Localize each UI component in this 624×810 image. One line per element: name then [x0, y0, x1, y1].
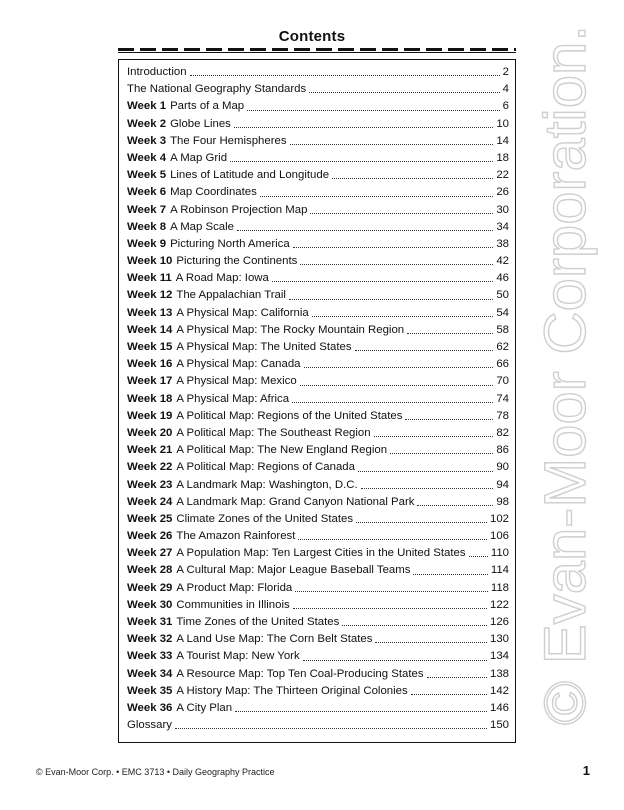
toc-page-number: 50 — [496, 289, 509, 302]
toc-page-number: 94 — [496, 478, 509, 491]
toc-page-number: 30 — [496, 203, 509, 216]
toc-entry — [127, 236, 509, 253]
toc-week-label: Week 31 — [127, 616, 173, 628]
toc-page-number: 142 — [489, 684, 509, 697]
toc-week-label: Week 8 — [127, 220, 167, 233]
toc-entry-title: The Four Hemispheres — [170, 134, 287, 147]
toc-entry-title: Communities in Illinois — [176, 598, 290, 611]
toc-entry — [127, 270, 509, 287]
toc-page-number: 34 — [496, 220, 509, 233]
toc-page-number: 110 — [490, 547, 509, 560]
toc-dot-leader — [272, 280, 493, 282]
footer-page-number: 1 — [582, 763, 590, 778]
toc-week-label: Week 24 — [127, 495, 173, 508]
toc-week-label: Week 22 — [127, 461, 173, 474]
toc-page-number: 78 — [496, 409, 509, 422]
toc-week-label: Week 32 — [127, 633, 173, 646]
toc-dot-leader — [374, 435, 494, 437]
toc-entry-title: A Population Map: Ten Largest Cities in the United States — [176, 547, 466, 560]
toc-entry — [127, 545, 509, 562]
toc-week-label: Week 7 — [127, 203, 167, 216]
toc-dot-leader — [295, 590, 488, 592]
toc-entry-title: A Tourist Map: New York — [176, 650, 300, 663]
toc-week-label: Week 15 — [127, 341, 173, 353]
toc-week-label: Week 13 — [127, 306, 173, 319]
toc-week-label: Week 12 — [127, 289, 173, 302]
toc-page-number: 122 — [489, 598, 509, 611]
toc-entry — [127, 425, 509, 442]
watermark-text: © Evan-Moor Corporation. — [533, 47, 598, 725]
toc-week-label: Week 11 — [127, 272, 172, 285]
toc-page-number: 10 — [496, 117, 509, 130]
toc-entry — [127, 666, 509, 683]
toc-dot-leader — [293, 246, 494, 248]
toc-week-label: Week 17 — [127, 375, 173, 388]
toc-dot-leader — [309, 91, 499, 93]
toc-entry — [127, 219, 509, 236]
toc-dot-leader — [417, 504, 493, 506]
toc-dot-leader — [260, 195, 494, 197]
toc-page-number: 66 — [496, 358, 509, 371]
toc-entry-title: A Physical Map: Africa — [176, 392, 290, 405]
toc-dot-leader — [292, 401, 493, 403]
toc-entry-title: A Physical Map: Mexico — [176, 375, 297, 388]
toc-week-label: Week 5 — [127, 169, 167, 182]
toc-page-number: 2 — [502, 66, 509, 78]
toc-entry-title: The National Geography Standards — [127, 83, 307, 96]
toc-dot-leader — [469, 555, 488, 557]
toc-entry — [127, 717, 509, 734]
toc-dot-leader — [411, 693, 487, 695]
toc-page-number: 134 — [489, 650, 509, 663]
toc-week-label: Week 25 — [127, 512, 173, 525]
toc-dot-leader — [375, 641, 487, 643]
toc-page-number: 130 — [489, 633, 509, 646]
toc-page-number: 126 — [489, 616, 509, 628]
toc-entry — [127, 81, 509, 98]
toc-entry-title: A Political Map: Regions of the United States — [176, 409, 403, 422]
toc-week-label: Week 34 — [127, 667, 173, 680]
toc-dot-leader — [310, 212, 493, 214]
toc-entry-title: A Resource Map: Top Ten Coal-Producing States — [176, 667, 424, 680]
toc-entry — [127, 305, 509, 322]
toc-week-label: Week 28 — [127, 564, 173, 577]
toc-page-number: 62 — [496, 341, 509, 353]
toc-entry — [127, 442, 509, 459]
toc-dot-leader — [247, 109, 500, 111]
toc-dot-leader — [300, 263, 493, 265]
toc-page-number: 42 — [496, 255, 509, 268]
title-dashed-rule — [118, 48, 516, 51]
toc-entry-title: A Land Use Map: The Corn Belt States — [176, 633, 373, 646]
toc-page-number: 146 — [489, 701, 509, 714]
toc-page-number: 4 — [502, 83, 509, 96]
toc-entry-title: Map Coordinates — [170, 186, 257, 199]
toc-entry-title: A Landmark Map: Grand Canyon National Park — [176, 495, 415, 508]
toc-entry-title: A Physical Map: The United States — [176, 341, 352, 353]
toc-entry — [127, 391, 509, 408]
toc-page-number: 70 — [496, 375, 509, 388]
toc-week-label: Week 2 — [127, 117, 167, 130]
title-underline — [118, 52, 516, 53]
toc-week-label: Week 1 — [127, 100, 167, 113]
toc-page-number: 46 — [496, 272, 509, 285]
toc-entry-title: A Product Map: Florida — [176, 581, 293, 594]
toc-entry-title: Picturing the Continents — [176, 255, 298, 268]
toc-week-label: Week 23 — [127, 478, 173, 491]
toc-entry-title: Picturing North America — [170, 237, 290, 250]
toc-entry — [127, 339, 509, 356]
toc-page-number: 6 — [502, 100, 509, 113]
toc-page-number: 22 — [496, 169, 509, 182]
toc-entry-title: A Map Grid — [170, 151, 228, 164]
toc-entry-title: Glossary — [127, 719, 172, 732]
toc-dot-leader — [175, 727, 487, 729]
toc-entry-title: Globe Lines — [170, 117, 231, 130]
toc-entry-title: A Landmark Map: Washington, D.C. — [176, 478, 358, 491]
toc-entry — [127, 98, 509, 115]
toc-entry — [127, 700, 509, 717]
toc-entry-title: A Physical Map: The Rocky Mountain Region — [176, 323, 405, 336]
toc-page-number: 90 — [496, 461, 509, 474]
toc-week-label: Week 14 — [127, 323, 173, 336]
toc-page-number: 86 — [496, 444, 509, 457]
toc-dot-leader — [298, 538, 487, 540]
toc-entry — [127, 562, 509, 579]
toc-page-number: 118 — [490, 581, 509, 594]
toc-dot-leader — [300, 384, 494, 386]
toc-entry — [127, 202, 509, 219]
toc-entry-title: A City Plan — [176, 701, 233, 714]
toc-entry — [127, 184, 509, 201]
toc-week-label: Week 10 — [127, 255, 173, 268]
toc-dot-leader — [427, 676, 487, 678]
toc-page-number: 26 — [496, 186, 509, 199]
toc-entry — [127, 597, 509, 614]
toc-week-label: Week 4 — [127, 151, 167, 164]
toc-dot-leader — [230, 160, 493, 162]
toc-entry-title: A Map Scale — [170, 220, 235, 233]
toc-entry-title: Introduction — [127, 66, 187, 78]
toc-entry-title: A Cultural Map: Major League Baseball Teams — [176, 564, 411, 577]
toc-entry — [127, 133, 509, 150]
toc-entry — [127, 253, 509, 270]
toc-dot-leader — [407, 332, 493, 334]
toc-week-label: Week 30 — [127, 598, 173, 611]
toc-entry-title: A Political Map: The New England Region — [176, 444, 388, 457]
toc-entry-title: Parts of a Map — [170, 100, 245, 113]
toc-week-label: Week 19 — [127, 409, 173, 422]
toc-page-number: 82 — [496, 426, 509, 439]
toc-dot-leader — [312, 315, 494, 317]
toc-entry-title: A Road Map: Iowa — [175, 272, 269, 285]
toc-page-number: 102 — [489, 512, 509, 525]
toc-dot-leader — [355, 349, 494, 351]
toc-entry — [127, 408, 509, 425]
toc-entry — [127, 116, 509, 133]
toc-entry-title: Climate Zones of the United States — [176, 512, 354, 525]
toc-week-label: Week 29 — [127, 581, 173, 594]
toc-entry — [127, 477, 509, 494]
toc-entry-title: A Political Map: The Southeast Region — [176, 426, 371, 439]
toc-page-number: 54 — [496, 306, 509, 319]
toc-dot-leader — [405, 418, 493, 420]
toc-entry — [127, 580, 509, 597]
toc-week-label: Week 21 — [127, 444, 173, 457]
toc-entry-title: Time Zones of the United States — [176, 616, 340, 628]
toc-week-label: Week 27 — [127, 547, 173, 560]
toc-entry — [127, 459, 509, 476]
footer-credit: © Evan-Moor Corp. • EMC 3713 • Daily Geography Practice — [36, 767, 275, 777]
toc-entry-title: A Physical Map: Canada — [176, 358, 301, 371]
toc-dot-leader — [361, 487, 494, 489]
toc-week-label: Week 6 — [127, 186, 167, 199]
toc-entry — [127, 683, 509, 700]
toc-dot-leader — [356, 521, 487, 523]
toc-week-label: Week 9 — [127, 237, 167, 250]
toc-entry — [127, 648, 509, 665]
toc-dot-leader — [190, 74, 500, 76]
page-title: Contents — [278, 28, 346, 45]
toc-dot-leader — [234, 126, 493, 128]
toc-entry — [127, 631, 509, 648]
toc-entry — [127, 150, 509, 167]
toc-week-label: Week 20 — [127, 426, 173, 439]
toc-page-number: 58 — [496, 323, 509, 336]
toc-week-label: Week 26 — [127, 530, 173, 543]
toc-dot-leader — [290, 143, 494, 145]
toc-page-number: 114 — [490, 564, 509, 577]
toc-week-label: Week 3 — [127, 134, 167, 147]
toc-entry — [127, 528, 509, 545]
toc-entry — [127, 64, 509, 81]
toc-page-number: 74 — [496, 392, 509, 405]
toc-week-label: Week 33 — [127, 650, 173, 663]
toc-dot-leader — [332, 177, 493, 179]
toc-week-label: Week 16 — [127, 358, 173, 371]
toc-dot-leader — [235, 710, 487, 712]
toc-dot-leader — [293, 607, 487, 609]
toc-week-label: Week 36 — [127, 701, 173, 714]
toc-page-number: 14 — [496, 134, 509, 147]
toc-dot-leader — [304, 366, 494, 368]
toc-dot-leader — [390, 452, 493, 454]
toc-entry-title: The Amazon Rainforest — [176, 530, 296, 543]
toc-week-label: Week 18 — [127, 392, 173, 405]
toc-dot-leader — [342, 624, 487, 626]
toc-entry-title: The Appalachian Trail — [176, 289, 286, 302]
toc-entry-title: A Political Map: Regions of Canada — [176, 461, 355, 474]
toc-entry — [127, 287, 509, 304]
toc-entry — [127, 494, 509, 511]
toc-entry-title: Lines of Latitude and Longitude — [170, 169, 330, 182]
toc-page-number: 138 — [489, 667, 509, 680]
table-of-contents — [127, 64, 509, 734]
toc-entry-title: A Physical Map: California — [176, 306, 309, 319]
toc-week-label: Week 35 — [127, 684, 173, 697]
toc-entry — [127, 167, 509, 184]
toc-dot-leader — [237, 229, 493, 231]
toc-entry — [127, 511, 509, 528]
toc-page-number: 38 — [496, 237, 509, 250]
toc-dot-leader — [413, 573, 487, 575]
toc-entry-title: A Robinson Projection Map — [170, 203, 308, 216]
toc-entry-title: A History Map: The Thirteen Original Colonies — [176, 684, 408, 697]
toc-page-number: 150 — [489, 719, 509, 732]
toc-entry — [127, 373, 509, 390]
toc-entry — [127, 322, 509, 339]
toc-dot-leader — [303, 659, 487, 661]
toc-dot-leader — [289, 298, 493, 300]
toc-entry — [127, 356, 509, 373]
toc-page-number: 18 — [496, 151, 509, 164]
toc-dot-leader — [358, 470, 493, 472]
toc-page-number: 98 — [496, 495, 509, 508]
toc-entry — [127, 614, 509, 631]
toc-page-number: 106 — [489, 530, 509, 543]
